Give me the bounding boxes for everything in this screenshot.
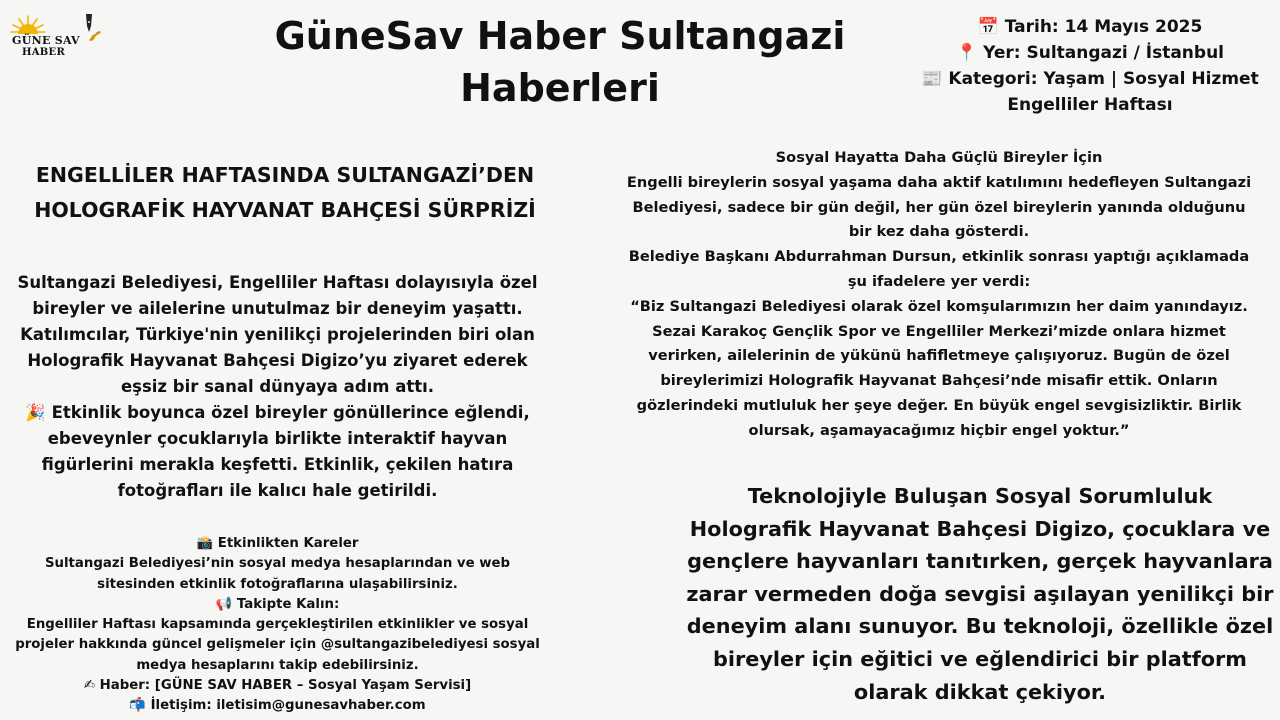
photos-title [5,534,550,554]
technology-section [675,480,1280,708]
follow-title-text: Takipte Kalın: [236,596,340,612]
intro-paragraph: Sultangazi Belediyesi, Engelliler Haftası dolayısıyla özel bireyler ve ailelerine unutulmaz bir deneyim yaşattı. Katılımcılar, Türkiye'nin yenilikçi projelerinden biri olan Holografik Hayvanat Bahçesi Digizo’yu ziyaret ederek eşsiz bir sanal dünyaya adım attı. [17,273,538,396]
meta-category [915,66,1265,92]
newspaper-icon: 📰 [921,69,943,89]
quote-line: bireylerimizi Holografik Hayvanat Bahçesi’nde misafir ettik. Onların [660,372,1218,390]
statement-section [598,146,1280,444]
contact-info [5,696,550,716]
writing-hand-icon: ✍ [83,678,95,694]
article-meta [915,14,1265,118]
page-title: GüneSav Haber Sultangazi Haberleri [274,14,846,110]
mailbox-icon: 📬 [129,698,146,714]
camera-icon: 📸 [196,536,214,551]
megaphone-icon: 📢 [215,596,233,612]
article-headline: ENGELLİLER HAFTASINDA SULTANGAZİ’DEN HOLOGRAFİK HAYVANAT BAHÇESİ SÜRPRİZİ [34,163,536,222]
quote-line: “Biz Sultangazi Belediyesi olarak özel komşularımızın her daim yanındayız. [630,297,1248,315]
photos-title-text: Etkinlikten Kareler [217,536,359,551]
logo-text-line1: GÜNE SAV [12,34,80,47]
photos-text: Sultangazi Belediyesi’nin sosyal medya hesaplarından ve web sitesinden etkinlik fotoğraflarına ulaşabilirsiniz. [44,556,511,592]
meta-place [915,40,1265,66]
meta-date-text: Tarih: 14 Mayıs 2025 [1004,17,1203,37]
statement-heading: Sosyal Hayatta Daha Güçlü Bireyler İçin [775,149,1103,166]
footer-section [5,534,550,717]
meta-category-line2: Engelliler Haftası [1007,95,1173,115]
follow-title [5,595,550,615]
follow-text: Engelliler Haftası kapsamında gerçekleştirilen etkinlikler ve sosyal projeler hakkında güncel gelişmeler için @sultangazibelediyesi sosyal medya hesaplarını takip edebilirsiniz. [15,617,540,673]
pin-icon: 📍 [956,43,978,63]
news-credit-text: Haber: [GÜNE SAV HABER – Sosyal Yaşam Servisi] [99,678,472,694]
technology-text: Holografik Hayvanat Bahçesi Digizo, çocuklara ve gençlere hayvanları tanıtırken, gerçek hayvanlara zarar vermeden doğa sevgisi aşılayan yenilikçi bir deneyim alanı sunuyor. Bu teknoloji, özellikle özel bireyler için eğitici ve eğlendirici bir platform olarak dikkat çekiyor. [686,516,1274,704]
intro-paragraph-2 [5,400,550,504]
logo-text-line2: HABER [22,47,66,58]
news-credit [5,676,550,696]
meta-date [915,14,1265,40]
intro-section [5,270,550,504]
statement-line: Engelli bireylerin sosyal yaşama daha aktif katılımını hedefleyen Sultangazi [626,173,1252,191]
statement-line: şu ifadelere yer verdi: [847,272,1031,290]
party-popper-icon: 🎉 [25,403,46,422]
quote-line: Sezai Karakoç Gençlik Spor ve Engelliler Merkezi’mizde onlara hizmet [652,322,1226,340]
intro-paragraph-2-text: Etkinlik boyunca özel bireyler gönüllerince eğlendi, ebeveynler çocuklarıyla birlikte interaktif hayvan figürlerini merakla keşfetti. Etkinlik, çekilen hatıra fotoğrafları ile kalıcı hale getirildi. [41,403,530,500]
meta-place-text: Yer: Sultangazi / İstanbul [983,43,1224,63]
statement-line: bir kez daha gösterdi. [848,223,1030,241]
quote-line: gözlerindeki mutluluk her şeye değer. En büyük engel sevgisizliktir. Birlik [636,396,1242,414]
technology-heading: Teknolojiyle Buluşan Sosyal Sorumluluk [747,484,1213,508]
brand-logo [8,12,104,62]
contact-info-text: İletişim: iletisim@gunesavhaber.com [150,698,426,714]
meta-category-text: Kategori: Yaşam | Sosyal Hizmet [948,69,1259,89]
statement-line: Belediye Başkanı Abdurrahman Dursun, etkinlik sonrası yaptığı açıklamada [628,248,1250,266]
quote-line: verirken, ailelerinin de yükünü hafifletmeye çalışıyoruz. Bugün de özel [648,347,1230,365]
quote-line: olursak, aşamayacağımız hiçbir engel yoktur.” [748,421,1130,439]
calendar-icon: 📅 [977,17,999,37]
statement-line: Belediyesi, sadece bir gün değil, her gün özel bireylerin yanında olduğunu [632,198,1246,216]
